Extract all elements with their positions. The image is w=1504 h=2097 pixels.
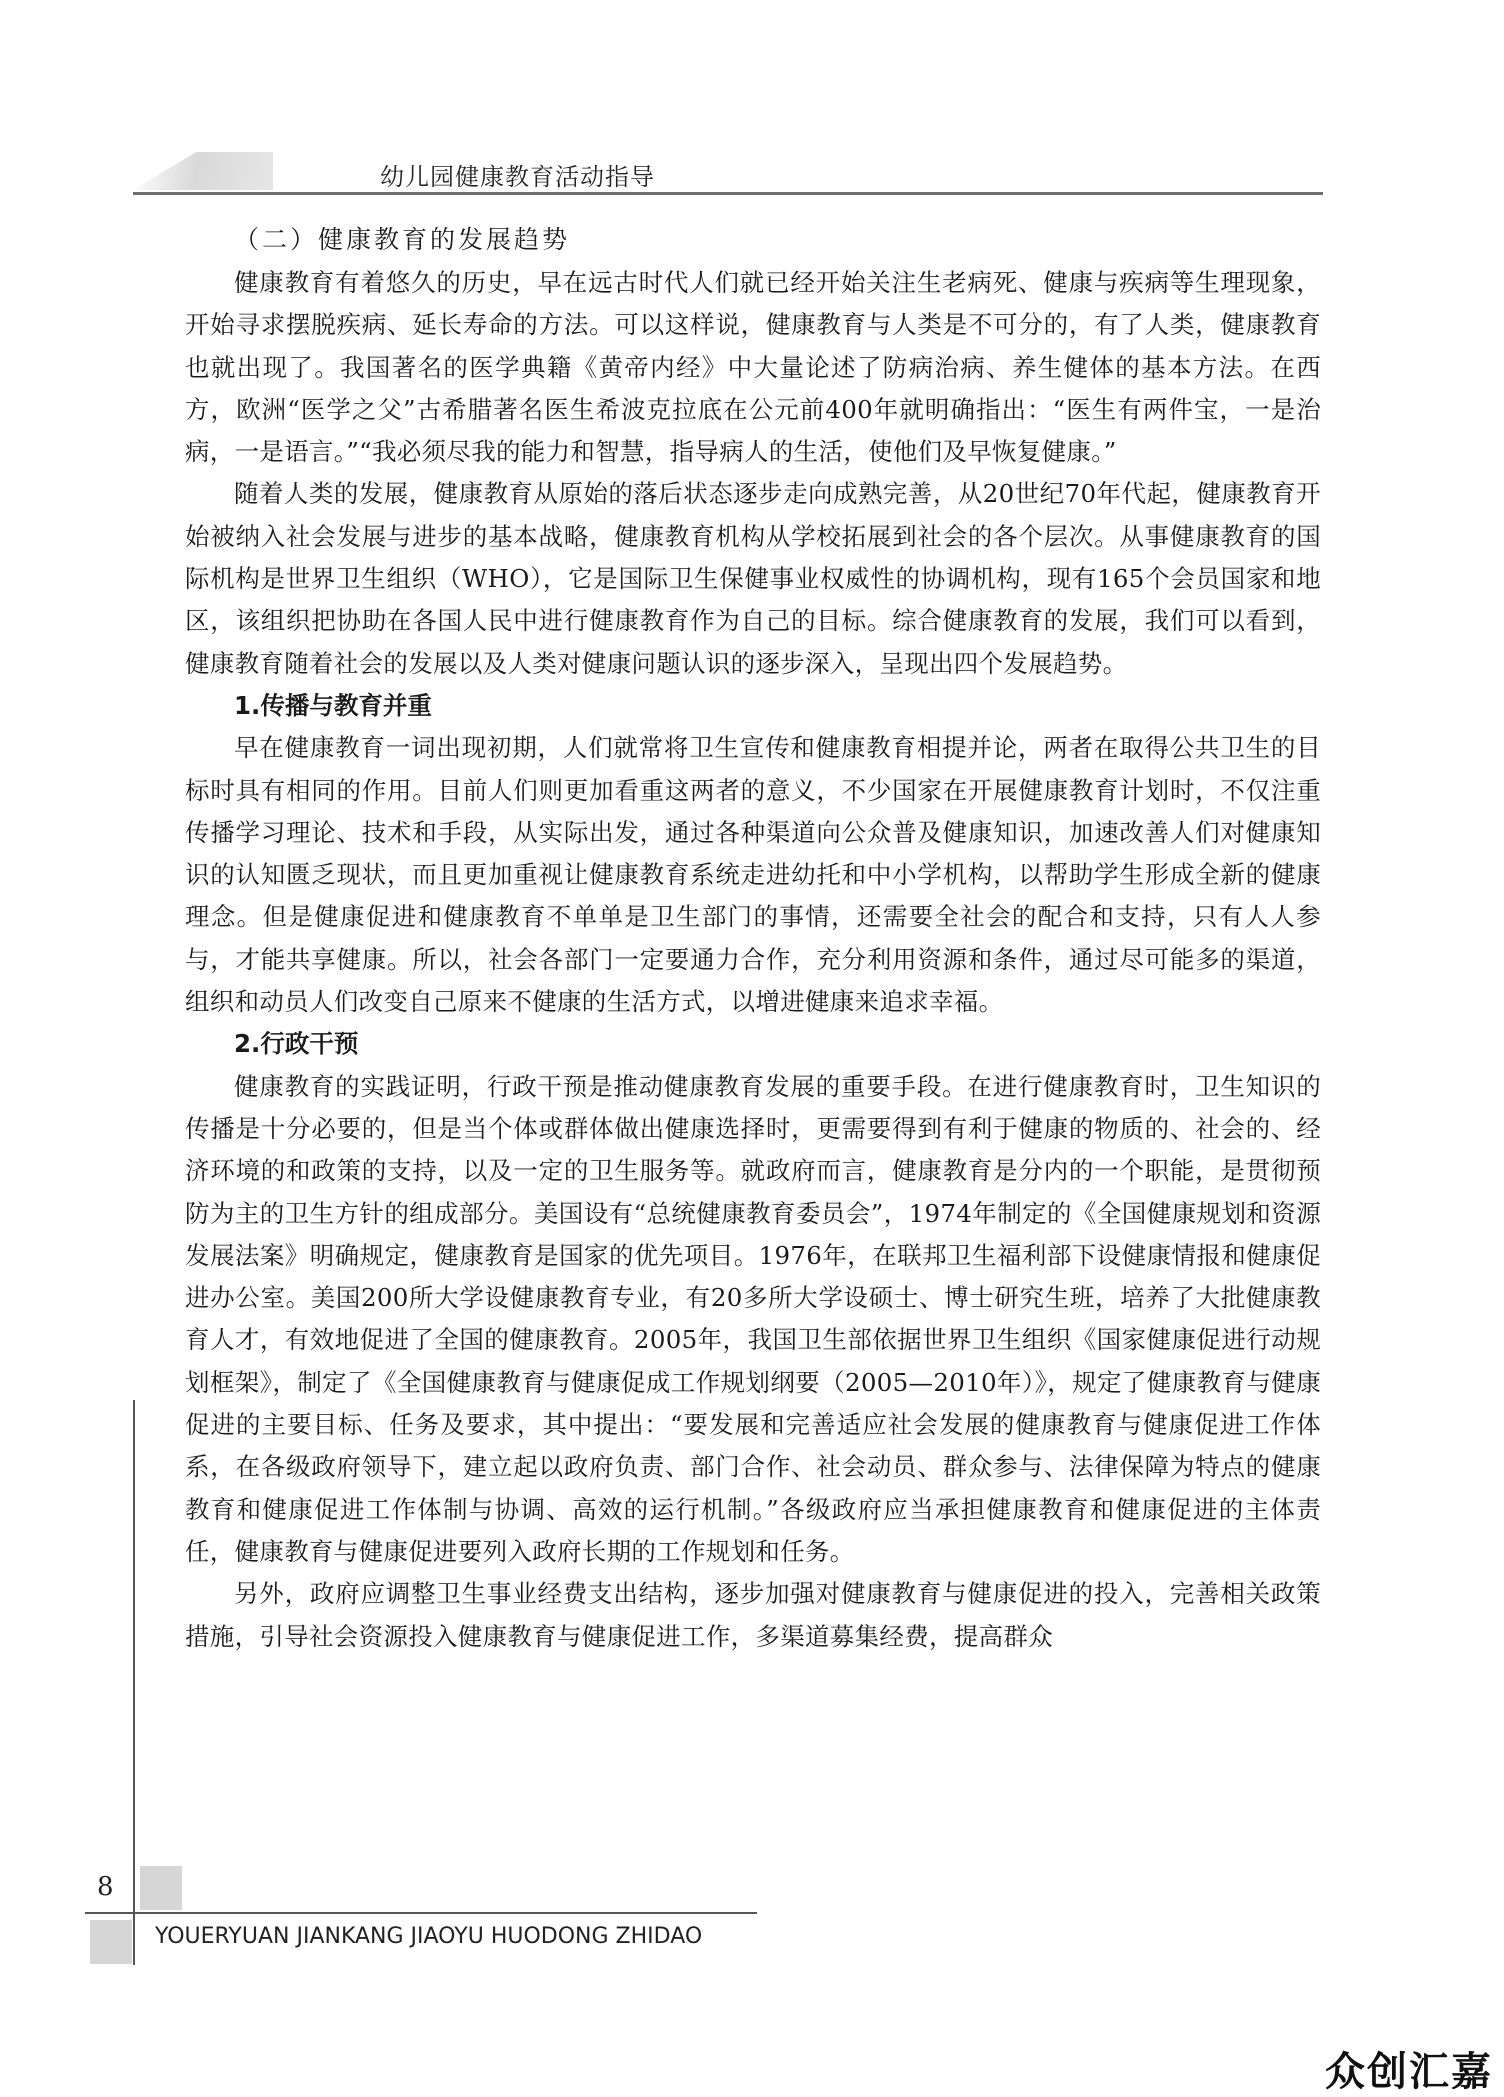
page-body: [185, 218, 1321, 1658]
paragraph: 随着人类的发展，健康教育从原始的落后状态逐步走向成熟完善，从20世纪70年代起，健康教育开始被纳入社会发展与进步的基本战略，健康教育机构从学校拓展到社会的各个层次。从事健康教育的国际机构是世界卫生组织（WHO），它是国际卫生保健事业权威性的协调机构，现有165个会员国家和地区，该组织把协助在各国人民中进行健康教育作为自己的目标。综合健康教育的发展，我们可以看到，健康教育随着社会的发展以及人类对健康问题认识的逐步深入，呈现出四个发展趋势。: [185, 479, 1321, 678]
footer-rule: [85, 1912, 757, 1914]
paragraph: 健康教育有着悠久的历史，早在远古时代人们就已经开始关注生老病死、健康与疾病等生理现象，开始寻求摆脱疾病、延长寿命的方法。可以这样说，健康教育与人类是不可分的，有了人类，健康教育也就出现了。我国著名的医学典籍《黄帝内经》中大量论述了防病治病、养生健体的基本方法。在西方，欧洲“医学之父”古希腊著名医生希波克拉底在公元前400年就明确指出：“医生有两件宝，一是治病，一是语言。”“我必须尽我的能力和智慧，指导病人的生活，使他们及早恢复健康。”: [185, 268, 1321, 467]
header-rule: [133, 192, 1323, 195]
footer-book-title: YOUERYUAN JIANKANG JIAOYU HUODONG ZHIDAO: [155, 1924, 703, 1949]
paragraph: 健康教育的实践证明，行政干预是推动健康教育发展的重要手段。在进行健康教育时，卫生知识的传播是十分必要的，但是当个体或群体做出健康选择时，更需要得到有利于健康的物质的、社会的、经济环境的和政策的支持，以及一定的卫生服务等。就政府而言，健康教育是分内的一个职能，是贯彻预防为主的卫生方针的组成部分。美国设有“总统健康教育委员会”，1974年制定的《全国健康规划和资源发展法案》明确规定，健康教育是国家的优先项目。1976年，在联邦卫生福利部下设健康情报和健康促进办公室。美国200所大学设健康教育专业，有20多所大学设硕士、博士研究生班，培养了大批健康教育人才，有效地促进了全国的健康教育。2005年，我国卫生部依据世界卫生组织《国家健康促进行动规划框架》，制定了《全国健康教育与健康促成工作规划纲要（2005—2010年）》，规定了健康教育与健康促进的主要目标、任务及要求，其中提出：“要发展和完善适应社会发展的健康教育与健康促进工作体系，在各级政府领导下，建立起以政府负责、部门合作、社会动员、群众参与、法律保障为特点的健康教育和健康促进工作体制与协调、高效的运行机制。”各级政府应当承担健康教育和健康促进的主体责任，健康教育与健康促进要列入政府长期的工作规划和任务。: [185, 1071, 1321, 1566]
subsection-title-1: 1.传播与教育并重: [234, 690, 432, 720]
running-header-title: 幼儿园健康教育活动指导: [380, 163, 655, 191]
footer-block: [90, 1920, 132, 1964]
page-number: 8: [97, 1872, 114, 1902]
header-decoration: [133, 152, 273, 190]
section-title: （二）健康教育的发展趋势: [234, 225, 571, 254]
margin-rule: [133, 1400, 135, 1965]
subsection-title-2: 2.行政干预: [234, 1029, 359, 1059]
paragraph: 早在健康教育一词出现初期，人们就常将卫生宣传和健康教育相提并论，两者在取得公共卫生的目标时具有相同的作用。目前人们则更加看重这两者的意义，不少国家在开展健康教育计划时，不仅注重传播学习理论、技术和手段，从实际出发，通过各种渠道向公众普及健康知识，加速改善人们对健康知识的认知匮乏现状，而且更加重视让健康教育系统走进幼托和中小学机构，以帮助学生形成全新的健康理念。但是健康促进和健康教育不单单是卫生部门的事情，还需要全社会的配合和支持，只有人人参与，才能共享健康。所以，社会各部门一定要通力合作，充分利用资源和条件，通过尽可能多的渠道，组织和动员人们改变自己原来不健康的生活方式，以增进健康来追求幸福。: [185, 733, 1321, 1017]
paragraph: 另外，政府应调整卫生事业经费支出结构，逐步加强对健康教育与健康促进的投入，完善相关政策措施，引导社会资源投入健康教育与健康促进工作，多渠道募集经费，提高群众: [185, 1579, 1321, 1651]
footer-block: [140, 1866, 182, 1910]
watermark: 众创汇嘉: [1325, 2049, 1493, 2095]
